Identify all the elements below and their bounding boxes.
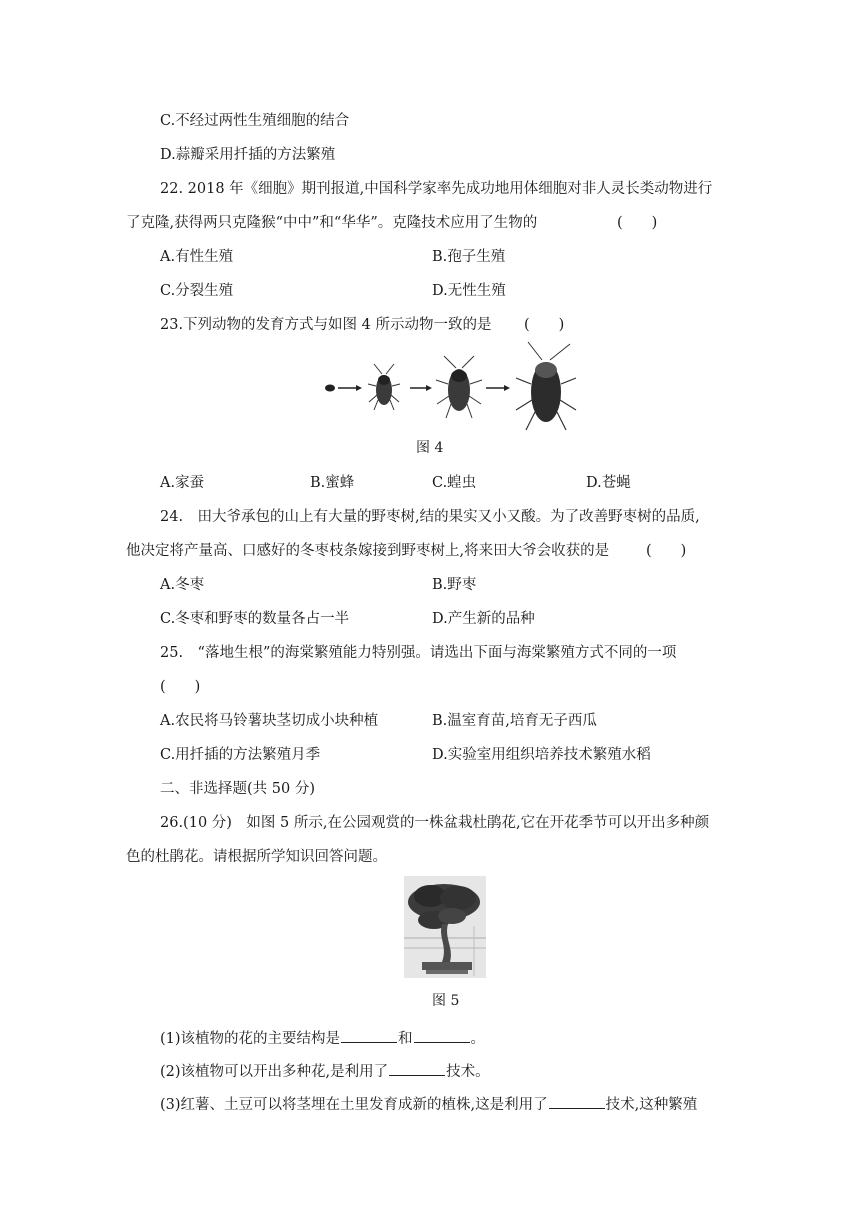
- q23-stem: 23.下列动物的发育方式与如图 4 所示动物一致的是: [160, 317, 492, 333]
- q21-option-c: C.不经过两性生殖细胞的结合: [160, 113, 350, 129]
- q25-answer-paren: ( ): [160, 679, 201, 695]
- cockroach-development-figure: [320, 340, 580, 434]
- q24-option-b: B.野枣: [432, 577, 477, 593]
- azalea-bonsai-photo: [404, 876, 486, 978]
- q24-option-d: D.产生新的品种: [432, 611, 535, 627]
- q23-option-d: D.苍蝇: [586, 475, 631, 491]
- q26-sub1-text-c: 。: [470, 1031, 486, 1047]
- q25-option-a: A.农民将马铃薯块茎切成小块种植: [160, 713, 379, 729]
- q23-option-a: A.家蚕: [160, 475, 205, 491]
- q26-stem-line1: 26.(10 分) 如图 5 所示,在公园观赏的一株盆栽杜鹃花,它在开花季节可以开出多种颜: [160, 815, 710, 831]
- q22-option-b: B.孢子生殖: [432, 249, 506, 265]
- q26-sub1-blank-2[interactable]: [414, 1028, 470, 1043]
- q22-stem-line1: 22. 2018 年《细胞》期刊报道,中国科学家率先成功地用体细胞对非人灵长类动物进行: [160, 181, 713, 197]
- q26-sub1-text-b: 和: [398, 1031, 413, 1047]
- q26-sub3-text-a: (3)红薯、土豆可以将茎埋在土里发育成新的植株,这是利用了: [160, 1097, 548, 1113]
- q22-stem-line2: 了克隆,获得两只克隆猴“中中”和“华华”。克隆技术应用了生物的: [126, 215, 538, 231]
- q26-stem-line2: 色的杜鹃花。请根据所学知识回答问题。: [126, 849, 387, 865]
- q24-option-a: A.冬枣: [160, 577, 205, 593]
- cockroach-nymph-large-icon: [436, 356, 482, 418]
- q25-stem-line1: 25. “落地生根”的海棠繁殖能力特别强。请选出下面与海棠繁殖方式不同的一项: [160, 645, 677, 661]
- section-2-title: 二、非选择题(共 50 分): [160, 781, 315, 797]
- figure-5-caption: 图 5: [432, 993, 460, 1009]
- cockroach-adult-icon: [516, 342, 576, 430]
- q24-stem-line2: 他决定将产量高、口感好的冬枣枝条嫁接到野枣树上,将来田大爷会收获的是: [126, 543, 610, 559]
- q26-sub1: [160, 1028, 485, 1049]
- q25-option-c: C.用扦插的方法繁殖月季: [160, 747, 321, 763]
- q22-option-c: C.分裂生殖: [160, 283, 234, 299]
- q26-sub2-blank[interactable]: [389, 1061, 445, 1076]
- q26-sub2: [160, 1061, 490, 1082]
- q26-sub2-text-b: 技术。: [446, 1064, 490, 1080]
- q26-sub1-blank-1[interactable]: [341, 1028, 397, 1043]
- q26-sub1-text-a: (1)该植物的花的主要结构是: [160, 1031, 341, 1047]
- q26-sub3-blank[interactable]: [549, 1094, 605, 1109]
- q25-option-d: D.实验室用组织培养技术繁殖水稻: [432, 747, 651, 763]
- q24-option-c: C.冬枣和野枣的数量各占一半: [160, 611, 350, 627]
- q26-sub3-text-b: 技术,这种繁殖: [605, 1097, 698, 1113]
- q22-option-d: D.无性生殖: [432, 283, 506, 299]
- q26-sub3: [160, 1094, 697, 1115]
- q21-option-d: D.蒜瓣采用扦插的方法繁殖: [160, 147, 336, 163]
- q24-answer-paren: ( ): [646, 543, 687, 559]
- q23-option-c: C.蝗虫: [432, 475, 477, 491]
- q23-option-b: B.蜜蜂: [310, 475, 355, 491]
- cockroach-nymph-small-icon: [368, 364, 400, 410]
- q22-option-a: A.有性生殖: [160, 249, 234, 265]
- figure-4-caption: 图 4: [416, 440, 444, 456]
- q22-answer-paren: ( ): [617, 215, 658, 231]
- q24-stem-line1: 24. 田大爷承包的山上有大量的野枣树,结的果实又小又酸。为了改善野枣树的品质,: [160, 509, 700, 525]
- q26-sub2-text-a: (2)该植物可以开出多种花,是利用了: [160, 1064, 389, 1080]
- egg-icon: [325, 385, 335, 392]
- q23-answer-paren: ( ): [524, 317, 565, 333]
- q25-option-b: B.温室育苗,培育无子西瓜: [432, 713, 597, 729]
